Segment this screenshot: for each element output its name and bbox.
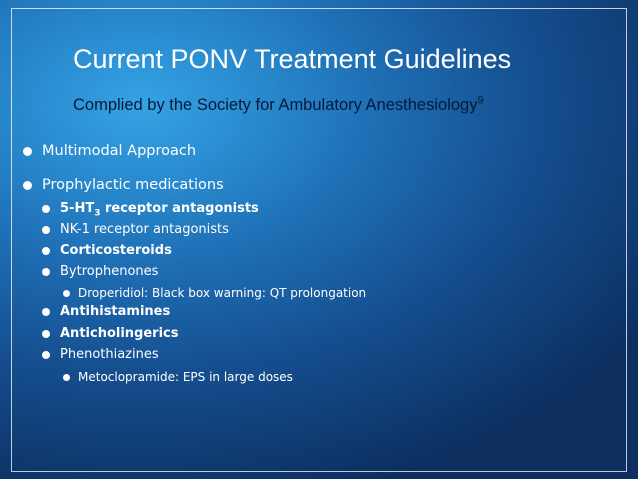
subbullet-phenothiazines	[42, 347, 159, 362]
bullet-dot-icon	[42, 351, 50, 359]
bullet-text: Anticholingerics	[60, 326, 179, 341]
slide-subtitle	[73, 96, 484, 115]
bullet-text-suffix: receptor antagonists	[100, 201, 259, 216]
bullet-subscript: 3	[94, 208, 101, 219]
bullet-text: Bytrophenones	[60, 264, 159, 279]
bullet-dot-icon	[23, 147, 32, 156]
bullet-dot-icon	[42, 247, 50, 255]
subbullet-bytrophenones	[42, 264, 158, 279]
slide-frame	[11, 8, 627, 472]
subbullet-antihistamines	[42, 304, 170, 319]
subbullet-corticosteroids	[42, 243, 172, 258]
bullet-dot-icon	[42, 308, 50, 316]
slide-title: Current PONV Treatment Guidelines	[73, 44, 512, 74]
bullet-dot-icon	[23, 181, 32, 190]
bullet-text: Multimodal Approach	[42, 143, 197, 159]
bullet-text: Corticosteroids	[60, 243, 172, 258]
subsubbullet-droperidol	[63, 286, 366, 300]
bullet-text-prefix: 5-HT	[60, 201, 95, 216]
bullet-dot-icon	[63, 290, 70, 297]
bullet-text: Prophylactic medications	[42, 177, 224, 193]
subbullet-5ht3	[42, 201, 259, 219]
subtitle-text: Complied by the Society for Ambulatory Anesthesiology	[73, 96, 478, 114]
bullet-text: Metoclopramide: EPS in large doses	[78, 370, 293, 384]
bullet-dot-icon	[42, 226, 50, 234]
subsubbullet-metoclopramide	[63, 370, 293, 384]
bullet-text: NK-1 receptor antagonists	[60, 222, 229, 237]
bullet-text: Droperidiol: Black box warning: QT prolongation	[78, 286, 367, 300]
bullet-dot-icon	[42, 330, 50, 338]
bullet-dot-icon	[42, 268, 50, 276]
subbullet-nk1	[42, 222, 229, 237]
bullet-text: Phenothiazines	[60, 347, 159, 362]
subtitle-citation: 9	[477, 94, 484, 107]
subbullet-anticholinergics	[42, 326, 178, 341]
bullet-dot-icon	[63, 374, 70, 381]
bullet-multimodal	[23, 143, 196, 159]
bullet-text: Antihistamines	[60, 304, 171, 319]
bullet-prophylactic	[23, 177, 224, 193]
bullet-dot-icon	[42, 205, 50, 213]
